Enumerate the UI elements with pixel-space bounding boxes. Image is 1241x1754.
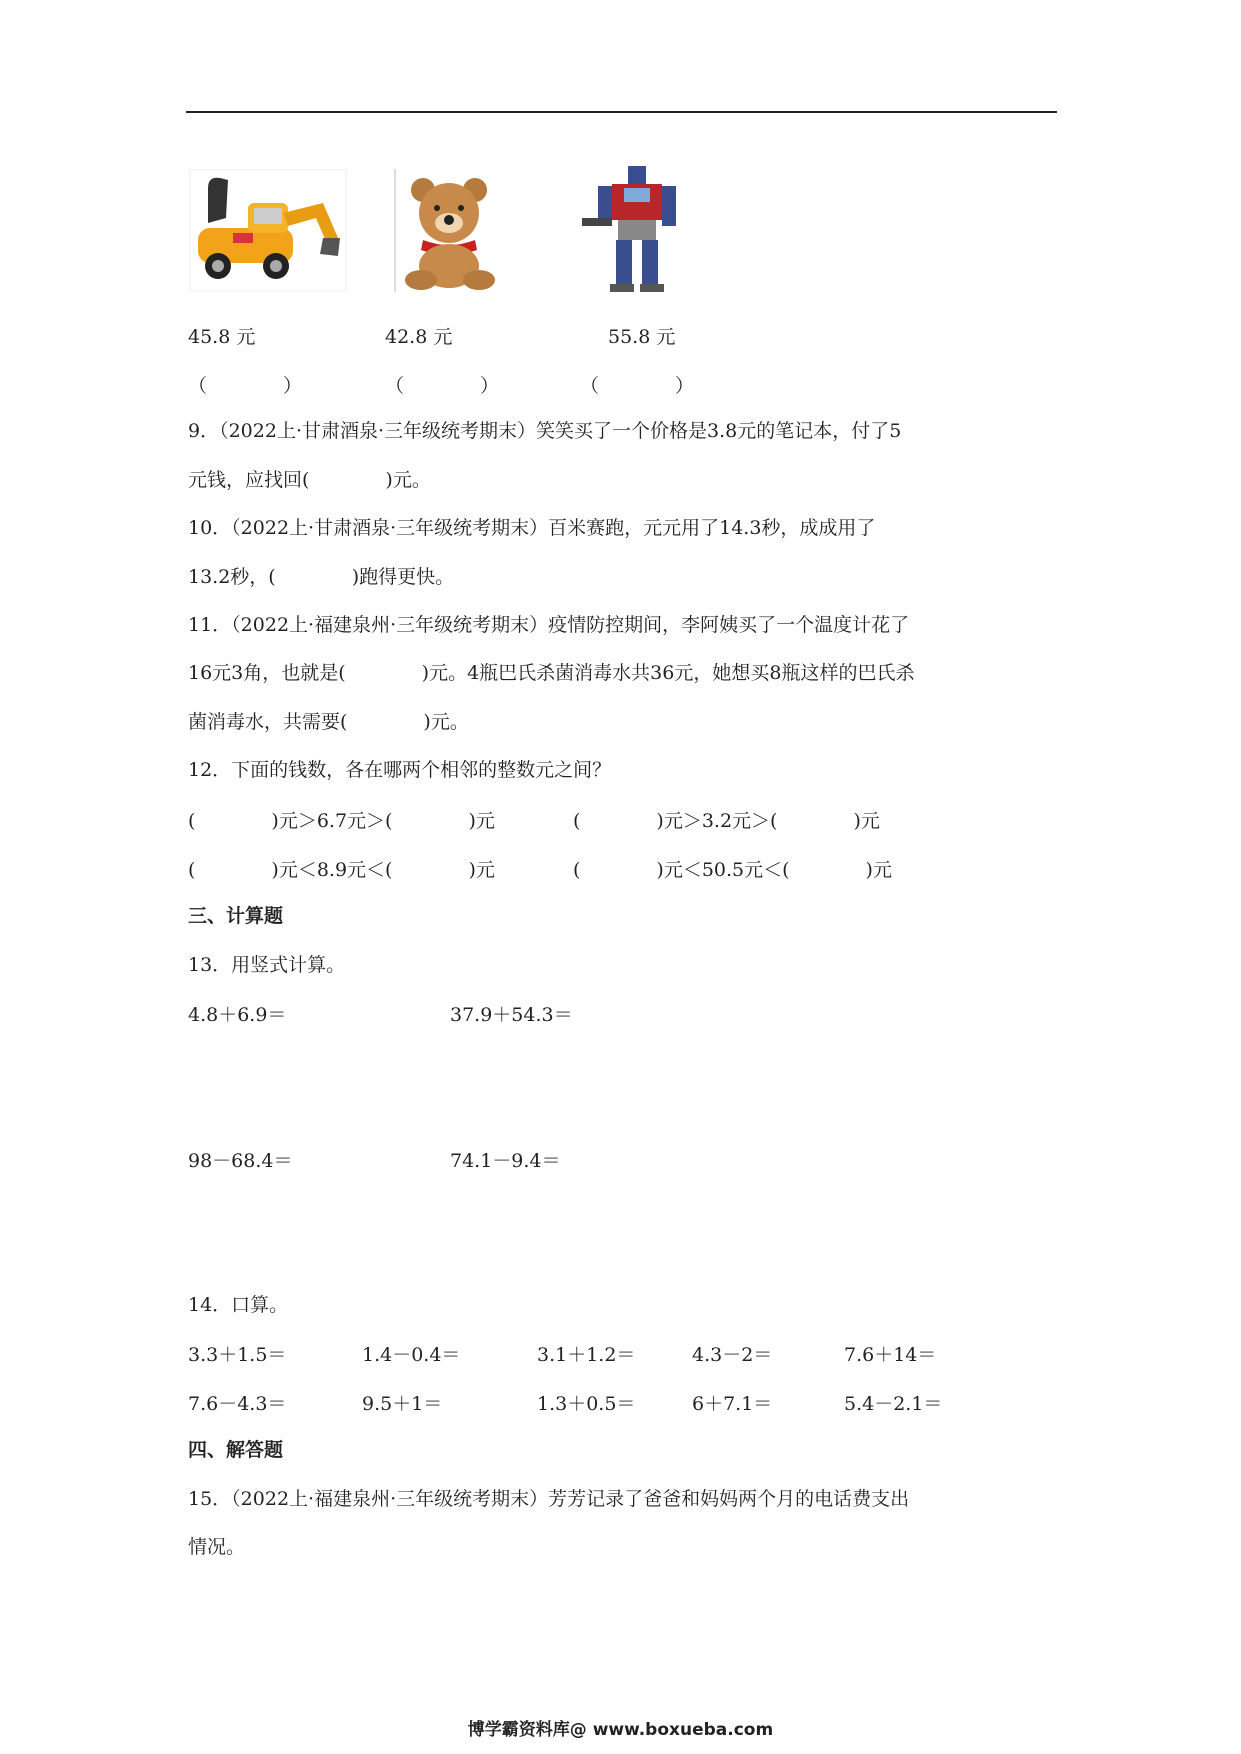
mental-calc-item: 7.6＋14＝ — [844, 1344, 937, 1366]
question-15-line-1: 15．（2022上·福建泉州·三年级统考期末）芳芳记录了爸爸和妈妈两个月的电话费支出 — [188, 1488, 910, 1510]
answer-blank-2[interactable]: （ ） — [385, 375, 500, 397]
toy-price-2: 42.8 元 — [385, 326, 453, 348]
mental-calc-item: 9.5＋1＝ — [362, 1393, 443, 1415]
footer-watermark: 博学霸资料库@ www.boxueba.com — [467, 1720, 774, 1740]
calc-item-3: 98－68.4＝ — [188, 1150, 293, 1172]
question-12-row2-right: ( )元＜50.5元＜( )元 — [573, 859, 892, 881]
robot-icon — [580, 162, 695, 297]
question-12-stem: 12．下面的钱数，各在哪两个相邻的整数元之间？ — [188, 759, 612, 781]
toy-excavator-icon — [188, 168, 348, 293]
question-11-line-3: 菌消毒水，共需要( )元。 — [188, 711, 469, 733]
mental-calc-item: 4.3－2＝ — [692, 1344, 773, 1366]
question-12-row1-right: ( )元＞3.2元＞( )元 — [573, 810, 880, 832]
mental-calc-item: 1.4－0.4＝ — [362, 1344, 461, 1366]
mental-calc-item: 3.1＋1.2＝ — [537, 1344, 636, 1366]
question-9-line-2: 元钱，应找回( )元。 — [188, 469, 431, 491]
question-10-line-2: 13.2秒，( )跑得更快。 — [188, 566, 455, 588]
mental-calc-item: 6＋7.1＝ — [692, 1393, 773, 1415]
mental-calc-item: 5.4－2.1＝ — [844, 1393, 943, 1415]
question-10-line-1: 10．（2022上·甘肃酒泉·三年级统考期末）百米赛跑，元元用了14.3秒，成成用了 — [188, 517, 876, 539]
calc-item-2: 37.9＋54.3＝ — [450, 1004, 573, 1026]
calc-item-4: 74.1－9.4＝ — [450, 1150, 561, 1172]
question-14-stem: 14．口算。 — [188, 1294, 289, 1316]
header-rule — [186, 111, 1057, 113]
question-9-line-1: 9．（2022上·甘肃酒泉·三年级统考期末）笑笑买了一个价格是3.8元的笔记本，付了5 — [188, 420, 902, 442]
question-15-line-2: 情况。 — [188, 1536, 246, 1558]
toy-price-1: 45.8 元 — [188, 326, 256, 348]
question-11-line-1: 11．（2022上·福建泉州·三年级统考期末）疫情防控期间，李阿姨买了一个温度计花了 — [188, 614, 910, 636]
question-11-line-2: 16元3角，也就是( )元。4瓶巴氏杀菌消毒水共36元，她想买8瓶这样的巴氏杀 — [188, 662, 915, 684]
mental-calc-item: 1.3＋0.5＝ — [537, 1393, 636, 1415]
teddy-bear-icon — [393, 168, 508, 293]
section-4-title: 四、解答题 — [188, 1439, 284, 1461]
answer-blank-1[interactable]: （ ） — [188, 375, 303, 397]
section-3-title: 三、计算题 — [188, 905, 284, 927]
question-13-stem: 13．用竖式计算。 — [188, 954, 346, 976]
question-12-row2-left: ( )元＜8.9元＜( )元 — [188, 859, 495, 881]
calc-item-1: 4.8＋6.9＝ — [188, 1004, 287, 1026]
question-12-row1-left: ( )元＞6.7元＞( )元 — [188, 810, 495, 832]
toy-price-3: 55.8 元 — [608, 326, 676, 348]
mental-calc-item: 3.3＋1.5＝ — [188, 1344, 287, 1366]
mental-calc-item: 7.6－4.3＝ — [188, 1393, 287, 1415]
answer-blank-3[interactable]: （ ） — [580, 375, 695, 397]
